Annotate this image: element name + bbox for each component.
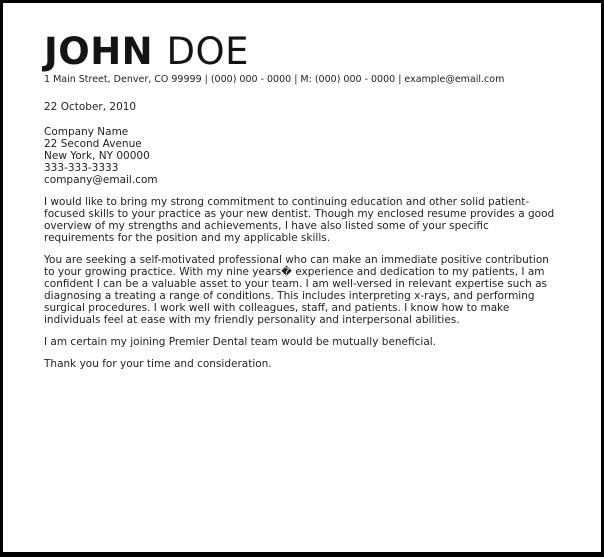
recipient-company: Company Name: [44, 126, 129, 138]
paragraph-line: focused skills to your practice as your new dentist. Though my enclosed resume provides a good: [44, 208, 555, 220]
sender-last-name: DOE: [166, 30, 250, 73]
paragraph-line: to your growing practice. With my nine years� experience and dedication to my patients, I am: [44, 266, 545, 278]
recipient-city: New York, NY 00000: [44, 150, 150, 162]
body-paragraph-2: [44, 254, 566, 326]
recipient-email: company@email.com: [44, 174, 158, 186]
body-paragraph-1: [44, 196, 566, 244]
letter-content: [44, 32, 566, 370]
body-paragraph-3: [44, 336, 566, 348]
paragraph-line: requirements for the position and my applicable skills.: [44, 232, 331, 244]
recipient-street: 22 Second Avenue: [44, 138, 142, 150]
paragraph-line: You are seeking a self-motivated professional who can make an immediate positive contribution: [44, 254, 549, 266]
closing-paragraph: [44, 358, 566, 370]
sender-name: [44, 32, 566, 72]
letter-date: 22 October, 2010: [44, 101, 137, 113]
paragraph-line: individuals feel at ease with my friendly personality and interpersonal abilities.: [44, 314, 460, 326]
sender-contact-line: 1 Main Street, Denver, CO 99999 | (000) 000 - 0000 | M: (000) 000 - 0000 | example@email.com: [44, 74, 505, 85]
paragraph-line: I am certain my joining Premier Dental team would be mutually beneficial.: [44, 336, 437, 348]
paragraph-line: Thank you for your time and consideration.: [44, 358, 272, 370]
paragraph-line: overview of my strengths and achievements, I have also listed some of your specific: [44, 220, 489, 232]
recipient-address: [44, 126, 566, 186]
paragraph-line: surgical procedures. I work well with colleagues, staff, and patients. I know how to make: [44, 302, 510, 314]
recipient-phone: 333-333-3333: [44, 162, 119, 174]
sender-first-name: JOHN: [44, 30, 154, 73]
paragraph-line: confident I can be a valuable asset to your team. I am well-versed in relevant expertise such as: [44, 278, 548, 290]
paragraph-line: I would like to bring my strong commitment to continuing education and other solid patient-: [44, 196, 530, 208]
paragraph-line: diagnosing a treating a range of conditions. This includes interpreting x-rays, and performing: [44, 290, 535, 302]
